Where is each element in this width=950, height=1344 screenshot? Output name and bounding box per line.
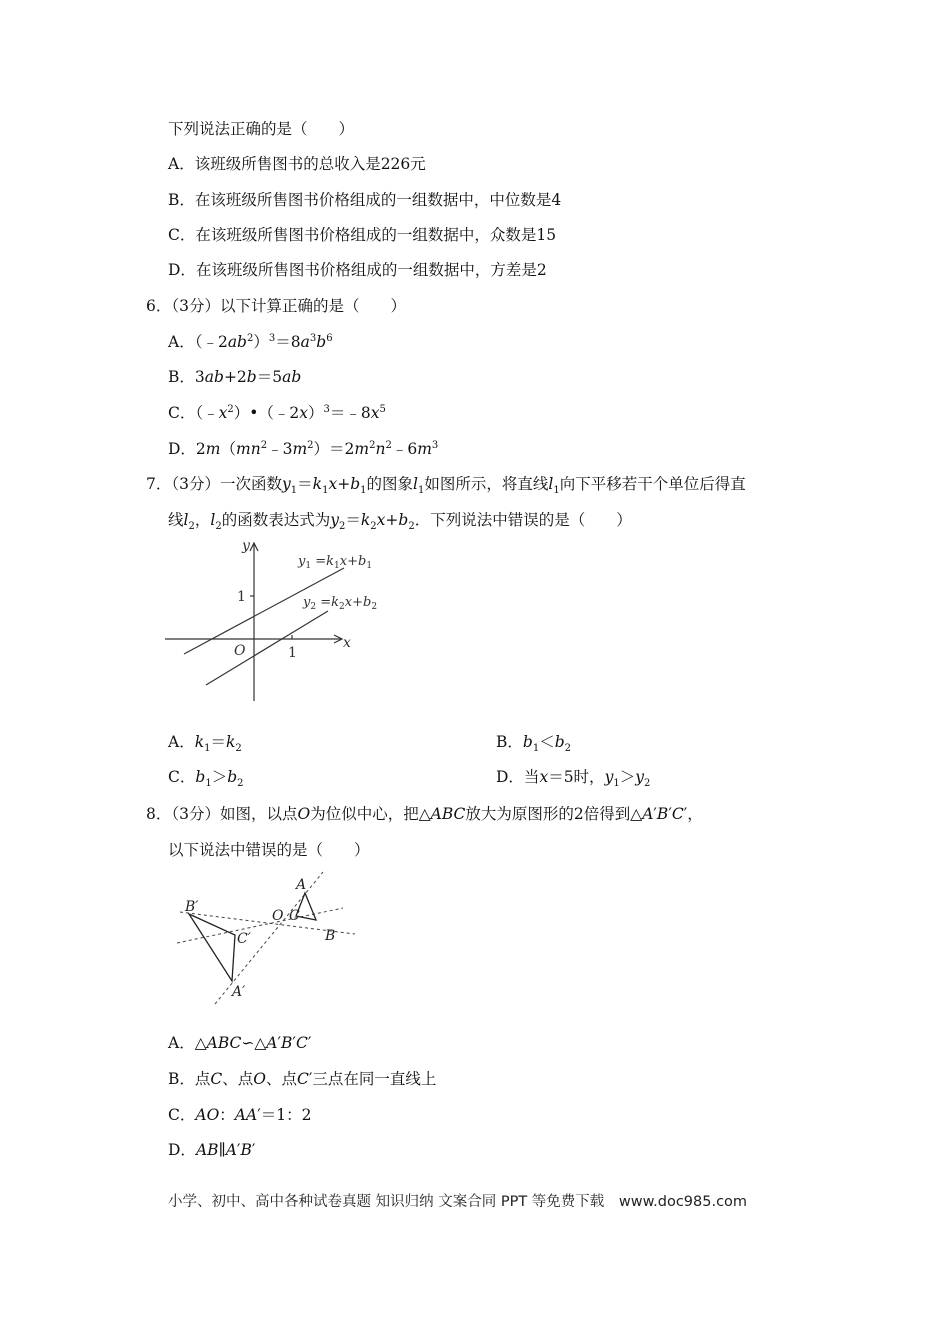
q6-option-a: A．$(﹣2ab^2)^3=8a^3b^6$: [168, 332, 333, 351]
q5-option-d: D．在该班级所售图书价格组成的一组数据中，方差是2: [168, 261, 547, 279]
origin-label: O: [234, 643, 246, 659]
q7-stem-line1: 7．（3分）一次函数$y_1=k_1x+b_1$的图象$l_1$如图所示，将直线$l_1$向下平移若干个单位后得直: [146, 475, 746, 497]
page-footer: [168, 1190, 747, 1211]
q6-option-c: C．$(﹣x^2)•(﹣2x)^3=﹣8x^5$: [168, 403, 386, 422]
label-o: O: [272, 908, 284, 924]
q8-option-c: C．AO：AA′＝1：2: [168, 1106, 312, 1124]
q8-option-d: D．AB∥A′B′: [168, 1141, 256, 1159]
q5-stem: 下列说法正确的是（ ）: [168, 120, 355, 138]
q8-stem-line1: 8．（3分）如图，以点O为位似中心，把△ABC放大为原图形的2倍得到△A′B′C′，: [146, 805, 703, 823]
q5-option-c: C．在该班级所售图书价格组成的一组数据中，众数是15: [168, 226, 557, 244]
q8-option-b: B．点C、点O、点C′三点在同一直线上: [168, 1070, 437, 1088]
x-tick-label: 1: [288, 645, 297, 661]
figure-q8-homothety: [165, 868, 365, 1008]
q7-option-d: D．当x＝5时，$y_1>y_2$: [496, 768, 651, 790]
y-tick-label: 1: [237, 589, 246, 605]
q6-stem: 6．（3分）以下计算正确的是（ ）: [146, 297, 406, 315]
footer-text: 小学、初中、高中各种试卷真题 知识归纳 文案合同 PPT 等免费下载: [168, 1194, 605, 1210]
q8-option-a: A．△ABC∽△A′B′C′: [168, 1034, 312, 1052]
q7-option-c: C．$b_1>b_2$: [168, 768, 244, 790]
q7-option-b: B．$b_1<b_2$: [496, 733, 572, 755]
label-a-prime: A′: [232, 984, 246, 1000]
q7-stem-line2: 线$l_2$，$l_2$的函数表达式为$y_2=k_2x+b_2$．下列说法中错误的是（ ）: [168, 511, 632, 533]
y-axis-label: y: [242, 538, 250, 554]
q8-stem-line2: 以下说法中错误的是（ ）: [168, 841, 370, 859]
label-b-prime: B′: [185, 899, 199, 915]
label-c-prime: C′: [237, 931, 251, 947]
figure-q7-linear-functions: [160, 535, 400, 705]
label-c: C: [289, 908, 300, 924]
q5-option-a: A．该班级所售图书的总收入是226元: [168, 155, 426, 173]
l1-equation-label: $y_1 =k_1x+b_1$: [298, 554, 373, 571]
q6-option-b: B．3ab+2b＝5ab: [168, 368, 302, 386]
label-b: B: [325, 928, 336, 944]
x-axis-label: x: [343, 635, 351, 651]
q6-option-d: D．$2m(mn^2﹣3m^2)=2m^2n^2﹣6m^3$: [168, 439, 439, 458]
l2-equation-label: $y_2 =k_2x+b_2$: [303, 595, 378, 612]
q5-option-b: B．在该班级所售图书价格组成的一组数据中，中位数是4: [168, 191, 562, 209]
q7-option-a: A．$k_1=k_2$: [168, 733, 242, 755]
footer-url[interactable]: www.doc985.com: [618, 1194, 748, 1210]
label-a: A: [296, 877, 307, 893]
